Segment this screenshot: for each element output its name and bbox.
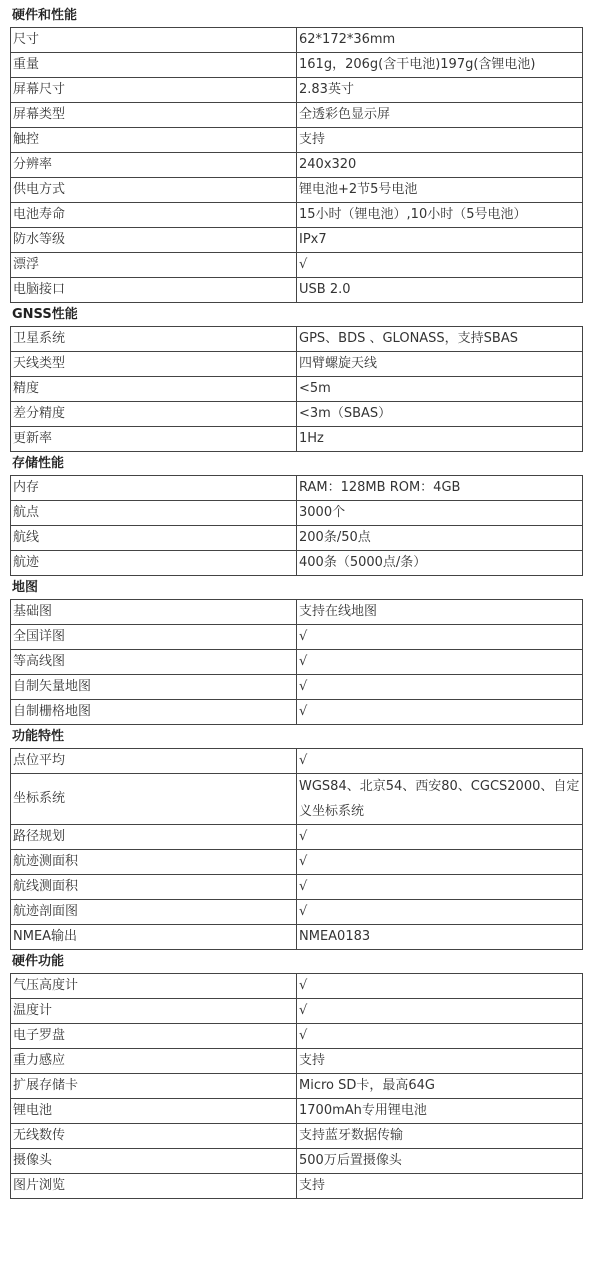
spec-key: 温度计 bbox=[11, 999, 297, 1024]
spec-key: 点位平均 bbox=[11, 749, 297, 774]
spec-value: <5m bbox=[297, 377, 583, 402]
spec-table bbox=[10, 748, 583, 950]
spec-value: 支持在线地图 bbox=[297, 600, 583, 625]
spec-key: 图片浏览 bbox=[11, 1174, 297, 1199]
table-row bbox=[11, 476, 583, 501]
spec-value: USB 2.0 bbox=[297, 278, 583, 303]
spec-key: 摄像头 bbox=[11, 1149, 297, 1174]
spec-key: 电子罗盘 bbox=[11, 1024, 297, 1049]
spec-value: 240x320 bbox=[297, 153, 583, 178]
spec-key: 等高线图 bbox=[11, 650, 297, 675]
table-row bbox=[11, 1149, 583, 1174]
section-title: 功能特性 bbox=[12, 729, 65, 744]
spec-key: 扩展存储卡 bbox=[11, 1074, 297, 1099]
section-title: 地图 bbox=[12, 580, 39, 595]
spec-value: 161g，206g(含干电池)197g(含锂电池) bbox=[297, 53, 583, 78]
spec-table bbox=[10, 973, 583, 1199]
table-row bbox=[11, 352, 583, 377]
spec-value: √ bbox=[297, 253, 583, 278]
spec-key: 航迹 bbox=[11, 551, 297, 576]
table-row bbox=[11, 1099, 583, 1124]
spec-sheet bbox=[10, 4, 582, 1199]
spec-key: 航点 bbox=[11, 501, 297, 526]
spec-value: √ bbox=[297, 749, 583, 774]
spec-key: 电脑接口 bbox=[11, 278, 297, 303]
spec-value: 1700mAh专用锂电池 bbox=[297, 1099, 583, 1124]
table-row bbox=[11, 377, 583, 402]
table-row bbox=[11, 327, 583, 352]
spec-value: 支持 bbox=[297, 1049, 583, 1074]
spec-table bbox=[10, 599, 583, 725]
table-row bbox=[11, 875, 583, 900]
table-row bbox=[11, 700, 583, 725]
spec-value: IPx7 bbox=[297, 228, 583, 253]
spec-value: √ bbox=[297, 900, 583, 925]
spec-key: 航线测面积 bbox=[11, 875, 297, 900]
spec-value: 3000个 bbox=[297, 501, 583, 526]
table-row bbox=[11, 600, 583, 625]
spec-value: RAM：128MB ROM：4GB bbox=[297, 476, 583, 501]
spec-key: 漂浮 bbox=[11, 253, 297, 278]
spec-key: 全国详图 bbox=[11, 625, 297, 650]
spec-value: 15小时（锂电池）,10小时（5号电池） bbox=[297, 203, 583, 228]
table-row bbox=[11, 1074, 583, 1099]
spec-key: 航线 bbox=[11, 526, 297, 551]
table-row bbox=[11, 253, 583, 278]
spec-key: 路径规划 bbox=[11, 825, 297, 850]
spec-value: √ bbox=[297, 675, 583, 700]
section-title: GNSS性能 bbox=[12, 307, 78, 322]
spec-table bbox=[10, 27, 583, 303]
table-row bbox=[11, 203, 583, 228]
spec-table bbox=[10, 326, 583, 452]
spec-value: √ bbox=[297, 650, 583, 675]
spec-key: 锂电池 bbox=[11, 1099, 297, 1124]
section-title: 硬件和性能 bbox=[12, 8, 78, 23]
spec-key: 内存 bbox=[11, 476, 297, 501]
spec-key: 航迹测面积 bbox=[11, 850, 297, 875]
spec-key: 差分精度 bbox=[11, 402, 297, 427]
spec-key: 分辨率 bbox=[11, 153, 297, 178]
spec-key: 无线数传 bbox=[11, 1124, 297, 1149]
table-row bbox=[11, 850, 583, 875]
table-row bbox=[11, 501, 583, 526]
spec-key: 电池寿命 bbox=[11, 203, 297, 228]
table-row bbox=[11, 551, 583, 576]
spec-key: 尺寸 bbox=[11, 28, 297, 53]
spec-key: 天线类型 bbox=[11, 352, 297, 377]
spec-value: 1Hz bbox=[297, 427, 583, 452]
spec-value: √ bbox=[297, 974, 583, 999]
spec-key: 基础图 bbox=[11, 600, 297, 625]
table-row bbox=[11, 28, 583, 53]
table-row bbox=[11, 825, 583, 850]
table-row bbox=[11, 178, 583, 203]
spec-value: 全透彩色显示屏 bbox=[297, 103, 583, 128]
spec-value: 支持 bbox=[297, 1174, 583, 1199]
spec-key: 精度 bbox=[11, 377, 297, 402]
spec-value: 400条（5000点/条） bbox=[297, 551, 583, 576]
spec-key: 重力感应 bbox=[11, 1049, 297, 1074]
table-row bbox=[11, 526, 583, 551]
spec-value: Micro SD卡，最高64G bbox=[297, 1074, 583, 1099]
table-row bbox=[11, 53, 583, 78]
spec-key: 供电方式 bbox=[11, 178, 297, 203]
spec-value: √ bbox=[297, 825, 583, 850]
spec-value: WGS84、北京54、西安80、CGCS2000、自定义坐标系统 bbox=[297, 774, 583, 825]
table-row bbox=[11, 749, 583, 774]
table-row bbox=[11, 78, 583, 103]
spec-value: GPS、BDS 、GLONASS，支持SBAS bbox=[297, 327, 583, 352]
table-row bbox=[11, 128, 583, 153]
spec-value: 2.83英寸 bbox=[297, 78, 583, 103]
spec-key: 自制栅格地图 bbox=[11, 700, 297, 725]
table-row bbox=[11, 427, 583, 452]
table-row bbox=[11, 925, 583, 950]
table-row bbox=[11, 974, 583, 999]
spec-key: 自制矢量地图 bbox=[11, 675, 297, 700]
section-title: 存储性能 bbox=[12, 456, 65, 471]
spec-value: √ bbox=[297, 1024, 583, 1049]
spec-key: 触控 bbox=[11, 128, 297, 153]
spec-value: 锂电池+2节5号电池 bbox=[297, 178, 583, 203]
table-row bbox=[11, 999, 583, 1024]
spec-key: 更新率 bbox=[11, 427, 297, 452]
table-row bbox=[11, 1024, 583, 1049]
table-row bbox=[11, 1174, 583, 1199]
spec-value: NMEA0183 bbox=[297, 925, 583, 950]
spec-key: NMEA输出 bbox=[11, 925, 297, 950]
spec-value: 支持 bbox=[297, 128, 583, 153]
table-row bbox=[11, 228, 583, 253]
table-row bbox=[11, 153, 583, 178]
table-row bbox=[11, 1049, 583, 1074]
spec-value: √ bbox=[297, 850, 583, 875]
table-row bbox=[11, 900, 583, 925]
spec-value: 四臂螺旋天线 bbox=[297, 352, 583, 377]
spec-key: 航迹剖面图 bbox=[11, 900, 297, 925]
table-row bbox=[11, 625, 583, 650]
spec-table bbox=[10, 475, 583, 576]
spec-key: 屏幕类型 bbox=[11, 103, 297, 128]
table-row bbox=[11, 402, 583, 427]
spec-value: √ bbox=[297, 625, 583, 650]
spec-value: <3m（SBAS） bbox=[297, 402, 583, 427]
spec-key: 气压高度计 bbox=[11, 974, 297, 999]
spec-key: 卫星系统 bbox=[11, 327, 297, 352]
spec-key: 防水等级 bbox=[11, 228, 297, 253]
spec-value: 500万后置摄像头 bbox=[297, 1149, 583, 1174]
spec-value: 62*172*36mm bbox=[297, 28, 583, 53]
spec-key: 重量 bbox=[11, 53, 297, 78]
section-title: 硬件功能 bbox=[12, 954, 65, 969]
table-row bbox=[11, 675, 583, 700]
table-row bbox=[11, 650, 583, 675]
spec-value: √ bbox=[297, 700, 583, 725]
spec-value: 200条/50点 bbox=[297, 526, 583, 551]
table-row bbox=[11, 774, 583, 825]
spec-value: 支持蓝牙数据传输 bbox=[297, 1124, 583, 1149]
spec-key: 坐标系统 bbox=[11, 774, 297, 825]
table-row bbox=[11, 278, 583, 303]
table-row bbox=[11, 103, 583, 128]
spec-key: 屏幕尺寸 bbox=[11, 78, 297, 103]
spec-value: √ bbox=[297, 999, 583, 1024]
table-row bbox=[11, 1124, 583, 1149]
spec-value: √ bbox=[297, 875, 583, 900]
